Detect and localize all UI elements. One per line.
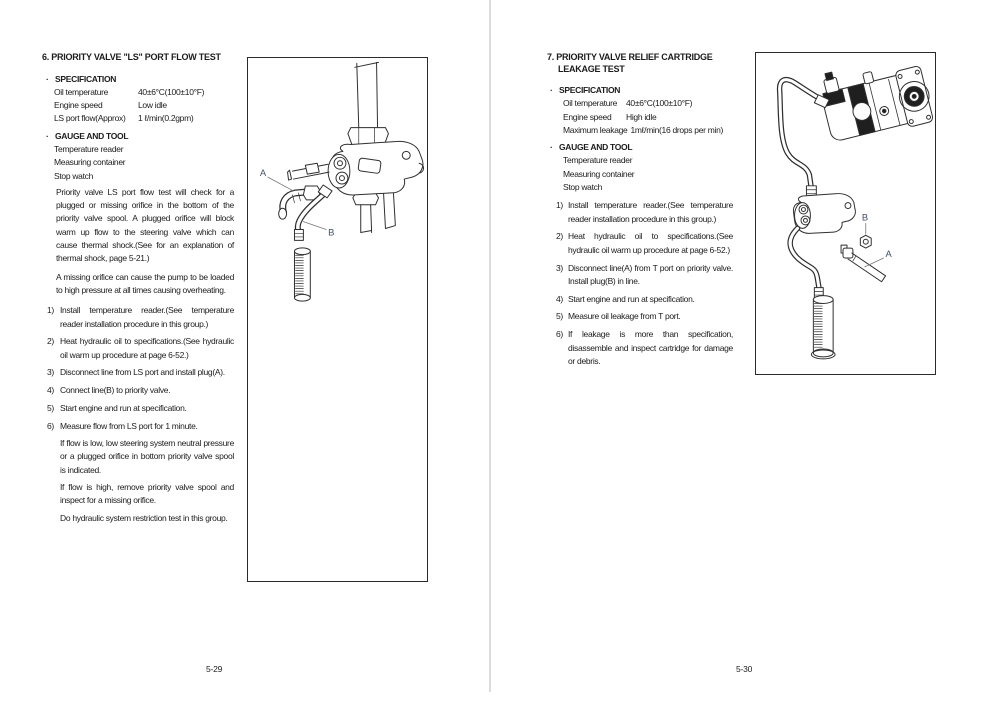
- hydraulic-gear-pump: [816, 53, 935, 146]
- pump-to-valve-hose: [780, 80, 830, 198]
- page-number-left: 5-29: [206, 664, 223, 674]
- step-item: [47, 366, 234, 379]
- result-note-paragraph: Do hydraulic system restriction test in this group.: [60, 512, 228, 523]
- specification-title: SPECIFICATION: [559, 85, 621, 95]
- step-number: 5): [47, 403, 54, 414]
- spec-label: Engine speed: [563, 111, 612, 122]
- result-note-paragraph: If flow is high, remove priority valve spool and inspect for a missing orifice.: [60, 482, 234, 506]
- step-text: Measure flow from LS port for 1 minute.: [60, 420, 198, 431]
- spec-row-oil-temperature: [547, 97, 733, 110]
- page-number-right: 5-30: [736, 664, 753, 674]
- spec-value: 40±6°C(100±10°F): [138, 86, 205, 97]
- procedure-steps: [42, 304, 234, 433]
- step-number: 4): [47, 385, 54, 396]
- gauge-item: Measuring container: [54, 157, 126, 168]
- step-number: 2): [47, 336, 54, 347]
- step-item: [556, 310, 733, 323]
- step-text: If leakage is more than specification, disassemble and inspect cartridge for damage or debris.: [568, 329, 733, 366]
- bullet-icon: ·: [46, 73, 49, 84]
- bullet-icon: ·: [550, 142, 553, 153]
- plug-b-fitting: [860, 235, 871, 248]
- procedure-steps: [547, 199, 733, 368]
- description-paragraph: Priority valve LS port flow test will check for a plugged or missing orifice in the bottom of the priority valve spool. A plugged orifice will block warm up flow to the steering valve which can cause thermal shock.(See for an explanation of thermal shock, page 5-21.): [56, 186, 234, 264]
- spec-label: Maximum leakage: [563, 124, 628, 135]
- spec-row-oil-temperature: [42, 86, 234, 99]
- step-item: [47, 384, 234, 397]
- valve-to-cylinder-hose: [790, 228, 823, 298]
- section-heading-relief-cartridge-leakage-test: [547, 52, 733, 75]
- spec-label: LS port flow(Approx): [54, 113, 126, 124]
- step-text: Connect line(B) to priority valve.: [60, 385, 171, 396]
- label-a-pointer-line: [865, 258, 884, 267]
- spec-row-ls-port-flow: [42, 112, 234, 125]
- gauge-and-tool-title-row: [42, 130, 234, 143]
- spec-row-maximum-leakage: [547, 124, 733, 137]
- left-page-text-column: [42, 52, 234, 525]
- heading-line-1: 7. PRIORITY VALVE RELIEF CARTRIDGE: [547, 52, 713, 62]
- step-text: Heat hydraulic oil to specifications.(See hydraulic oil warm up procedure at page 6-52.): [60, 336, 234, 360]
- heading-line-2: LEAKAGE TEST: [558, 63, 625, 74]
- step-text: Disconnect line(A) from T port on priority valve. Install plug(B) in line.: [568, 262, 733, 286]
- step-item: [556, 328, 733, 368]
- priority-valve-line-drawing: [248, 58, 427, 581]
- step-number: 3): [47, 367, 54, 378]
- step-text: Install temperature reader.(See temperature reader installation procedure in this group.): [60, 305, 234, 329]
- step-number: 6): [556, 329, 563, 340]
- gauge-item: Temperature reader: [54, 143, 124, 154]
- gauge-item: Measuring container: [563, 168, 635, 179]
- relief-cartridge-leakage-test-figure: [755, 52, 936, 375]
- specification-title-row: [547, 84, 733, 97]
- spec-label: Oil temperature: [563, 98, 618, 109]
- bullet-icon: ·: [550, 85, 553, 95]
- step-number: 1): [47, 305, 54, 316]
- step-number: 1): [556, 200, 563, 211]
- specification-title: SPECIFICATION: [55, 73, 117, 84]
- ls-line: [288, 163, 330, 180]
- step-text: Heat hydraulic oil to specifications.(See hydraulic oil warm up procedure at page 6-52.): [568, 231, 733, 255]
- step-text: Start engine and run at specification.: [568, 293, 695, 304]
- gauge-item: Stop watch: [54, 170, 94, 181]
- gauge-and-tool-title: GAUGE AND TOOL: [55, 130, 129, 141]
- spec-row-engine-speed: [42, 99, 234, 112]
- step-item: [556, 293, 733, 306]
- measuring-cylinder: [811, 296, 835, 359]
- step-item: [556, 262, 733, 289]
- step-item: [47, 335, 234, 362]
- gauge-item: Temperature reader: [563, 155, 633, 166]
- section-heading-ls-port-flow-test: 6. PRIORITY VALVE "LS" PORT FLOW TEST: [42, 52, 221, 62]
- step-text: Disconnect line from LS port and install plug(A).: [60, 367, 225, 378]
- spec-value: 40±6°C(100±10°F): [626, 98, 693, 109]
- bullet-icon: ·: [46, 130, 49, 141]
- measuring-cylinder: [294, 248, 310, 301]
- inlet-pipe: [348, 62, 389, 153]
- step-text: Measure oil leakage from T port.: [568, 311, 681, 322]
- label-b-pointer-line: [303, 222, 326, 230]
- step-number: 5): [556, 311, 563, 322]
- priority-valve-body: [793, 194, 855, 234]
- step-number: 2): [556, 231, 563, 242]
- spec-value: High idle: [626, 111, 657, 122]
- spec-value: 1mℓ/min(16 drops per min): [630, 124, 724, 135]
- figure-label-a: A: [259, 167, 267, 179]
- pump-and-valve-line-drawing: [756, 53, 935, 374]
- result-note-paragraph: If flow is low, low steering system neutral pressure or a plugged orifice in bottom priority valve spool is indicated.: [60, 438, 234, 475]
- specification-title-row: [42, 73, 234, 86]
- figure-label-a: A: [885, 248, 892, 260]
- step-item: [47, 420, 234, 433]
- figure-label-b: B: [328, 226, 335, 238]
- spec-value: Low idle: [138, 100, 167, 111]
- step-item: [556, 199, 733, 226]
- spec-row-engine-speed: [547, 111, 733, 124]
- spec-label: Oil temperature: [54, 86, 109, 97]
- gauge-and-tool-title-row: [547, 141, 733, 154]
- priority-valve-body: [328, 141, 423, 195]
- page-divider: [489, 0, 491, 692]
- ls-port-flow-test-figure: [247, 57, 428, 582]
- gauge-and-tool-title: GAUGE AND TOOL: [559, 142, 633, 153]
- step-item: [47, 402, 234, 415]
- spec-value: 1 ℓ/min(0.2gpm): [138, 113, 194, 124]
- figure-label-b: B: [861, 211, 869, 223]
- step-number: 4): [556, 293, 563, 304]
- description-paragraph: A missing orifice can cause the pump to be loaded to high pressure at all times causing overheating.: [56, 271, 234, 295]
- line-a-pipe: [841, 245, 886, 282]
- step-item: [556, 230, 733, 257]
- step-number: 6): [47, 420, 54, 431]
- right-page-text-column: [547, 52, 733, 368]
- spec-label: Engine speed: [54, 100, 103, 111]
- step-item: [47, 304, 234, 331]
- step-text: Start engine and run at specification.: [60, 403, 187, 414]
- step-number: 3): [556, 262, 563, 273]
- step-text: Install temperature reader.(See temperature reader installation procedure in this group.): [568, 200, 733, 224]
- gauge-item: Stop watch: [563, 182, 603, 193]
